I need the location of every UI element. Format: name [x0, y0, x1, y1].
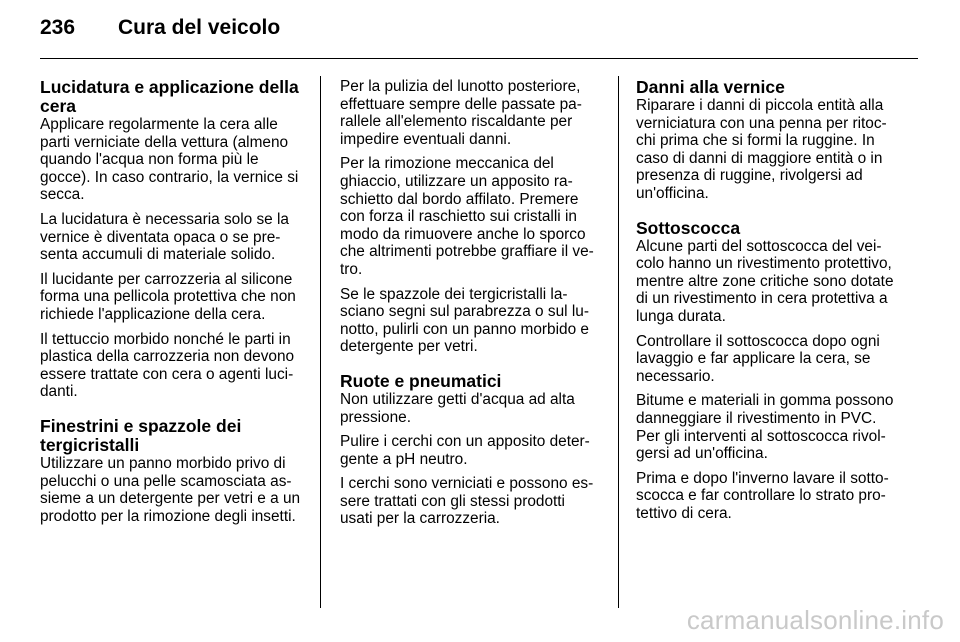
text-line: secca.: [40, 186, 85, 204]
text-line: senta accumuli di materiale solido.: [40, 246, 276, 264]
text-line: un'officina.: [636, 184, 709, 202]
body-paragraph: [340, 78, 602, 148]
text-line: Non utilizzare getti d'acqua ad alta: [340, 390, 575, 408]
heading-line: Danni alla vernice: [636, 77, 785, 97]
text-line: forma una pellicola protettiva che non: [40, 288, 296, 306]
text-line: essere trattate con cera o agenti luci-: [40, 365, 294, 383]
text-line: Se le spazzole dei tergicristalli la-: [340, 285, 568, 303]
text-line: sieme a un detergente per vetri e a un: [40, 490, 301, 508]
section-heading: [636, 219, 902, 238]
text-line: chi prima che si formi la ruggine. In: [636, 132, 875, 150]
body-paragraph: [40, 271, 304, 324]
header-rule: [40, 58, 918, 59]
column-divider-2: [618, 76, 619, 608]
body-paragraph: [40, 331, 304, 401]
text-line: impedire eventuali danni.: [340, 130, 512, 148]
text-line: Utilizzare un panno morbido privo di: [40, 454, 286, 472]
body-paragraph: [40, 116, 304, 204]
body-paragraph: [636, 470, 902, 523]
body-paragraph: [340, 155, 602, 278]
text-line: notto, pulirli con un panno morbido e: [340, 320, 589, 338]
text-line: Controllare il sottoscocca dopo ogni: [636, 332, 880, 350]
body-paragraph: [636, 392, 902, 462]
section-heading: [40, 78, 304, 116]
text-line: plastica della carrozzeria non devono: [40, 348, 295, 366]
text-line: ghiaccio, utilizzare un apposito ra-: [340, 172, 573, 190]
body-paragraph: [636, 333, 902, 386]
text-line: con forza il raschietto sui cristalli in: [340, 208, 577, 226]
text-line: modo da rimuovere anche lo sporco: [340, 225, 586, 243]
text-line: detergente per vetri.: [340, 338, 478, 356]
text-line: tettivo di cera.: [636, 504, 732, 522]
section-heading: [340, 372, 602, 391]
section-heading: [636, 78, 902, 97]
heading-line: cera: [40, 96, 77, 116]
text-line: Per la pulizia del lunotto posteriore,: [340, 78, 581, 95]
column-divider-1: [320, 76, 321, 608]
text-line: Il lucidante per carrozzeria al silicone: [40, 270, 293, 288]
heading-line: tergicristalli: [40, 434, 140, 455]
text-line: parti verniciate della vettura (almeno: [40, 133, 289, 151]
body-paragraph: [340, 433, 602, 468]
watermark: carmanualsonline.info: [686, 605, 944, 635]
column-3: [636, 78, 902, 529]
page-number: 236: [40, 16, 76, 39]
column-2: [340, 78, 602, 535]
text-line: Prima e dopo l'inverno lavare il sotto-: [636, 469, 889, 487]
text-line: Il tettuccio morbido nonché le parti in: [40, 330, 291, 348]
text-line: I cerchi sono verniciati e possono es-: [340, 475, 594, 493]
text-line: rallele all'elemento riscaldante per: [340, 113, 573, 131]
text-line: gocce). In caso contrario, la vernice si: [40, 168, 299, 186]
text-line: di un rivestimento in cera protettiva a: [636, 290, 888, 308]
text-line: danneggiare il rivestimento in PVC.: [636, 409, 877, 427]
body-paragraph: [340, 286, 602, 356]
text-line: caso di danni di maggiore entità o in: [636, 149, 883, 167]
text-line: schietto dal bordo affilato. Premere: [340, 190, 579, 208]
text-line: Bitume e materiali in gomma possono: [636, 392, 894, 410]
text-line: danti.: [40, 383, 78, 401]
text-line: verniciatura con una penna per ritoc-: [636, 114, 887, 132]
body-paragraph: [340, 391, 602, 426]
text-line: Pulire i cerchi con un apposito deter-: [340, 433, 590, 451]
text-line: sere trattati con gli stessi prodotti: [340, 492, 565, 510]
text-line: Per gli interventi al sottoscocca rivol-: [636, 427, 886, 445]
text-line: lunga durata.: [636, 307, 726, 325]
heading-line: Lucidatura e applicazione della: [40, 77, 299, 97]
body-paragraph: [40, 211, 304, 264]
text-line: scocca e far controllare lo strato pro-: [636, 487, 886, 505]
text-line: quando l'acqua non forma più le: [40, 151, 259, 169]
text-line: effettuare sempre delle passate pa-: [340, 95, 582, 113]
text-line: necessario.: [636, 367, 715, 385]
text-line: Alcune parti del sottoscocca del vei-: [636, 237, 882, 255]
page-header: [40, 16, 920, 46]
body-paragraph: [40, 455, 304, 525]
text-line: Applicare regolarmente la cera alle: [40, 116, 278, 133]
text-line: presenza di ruggine, rivolgersi ad: [636, 167, 863, 185]
body-paragraph: [636, 238, 902, 326]
page-title: Cura del veicolo: [118, 16, 281, 39]
text-line: colo hanno un rivestimento protettivo,: [636, 255, 892, 273]
text-line: gente a pH neutro.: [340, 450, 468, 468]
text-line: che altrimenti potrebbe graffiare il ve-: [340, 243, 594, 261]
text-line: usati per la carrozzeria.: [340, 510, 500, 528]
body-paragraph: [340, 475, 602, 528]
text-line: pelucchi o una pelle scamosciata as-: [40, 472, 292, 490]
text-line: La lucidatura è necessaria solo se la: [40, 210, 289, 228]
heading-line: Finestrini e spazzole dei: [40, 415, 242, 436]
column-1: [40, 78, 304, 532]
text-line: Per la rimozione meccanica del: [340, 155, 554, 173]
text-line: prodotto per la rimozione degli insetti.: [40, 507, 296, 525]
text-line: Riparare i danni di piccola entità alla: [636, 97, 884, 114]
text-line: lavaggio e far applicare la cera, se: [636, 350, 871, 368]
text-line: vernice è diventata opaca o se pre-: [40, 228, 281, 246]
text-line: pressione.: [340, 408, 412, 426]
heading-line: Ruote e pneumatici: [340, 370, 502, 391]
text-line: richiede l'applicazione della cera.: [40, 305, 266, 323]
section-heading: [40, 417, 304, 455]
heading-line: Sottoscocca: [636, 217, 741, 238]
text-line: sciano segni sul parabrezza o sul lu-: [340, 303, 589, 321]
text-line: gersi ad un'officina.: [636, 445, 768, 463]
text-line: tro.: [340, 260, 363, 278]
text-line: mentre altre zone critiche sono dotate: [636, 272, 894, 290]
body-paragraph: [636, 97, 902, 203]
